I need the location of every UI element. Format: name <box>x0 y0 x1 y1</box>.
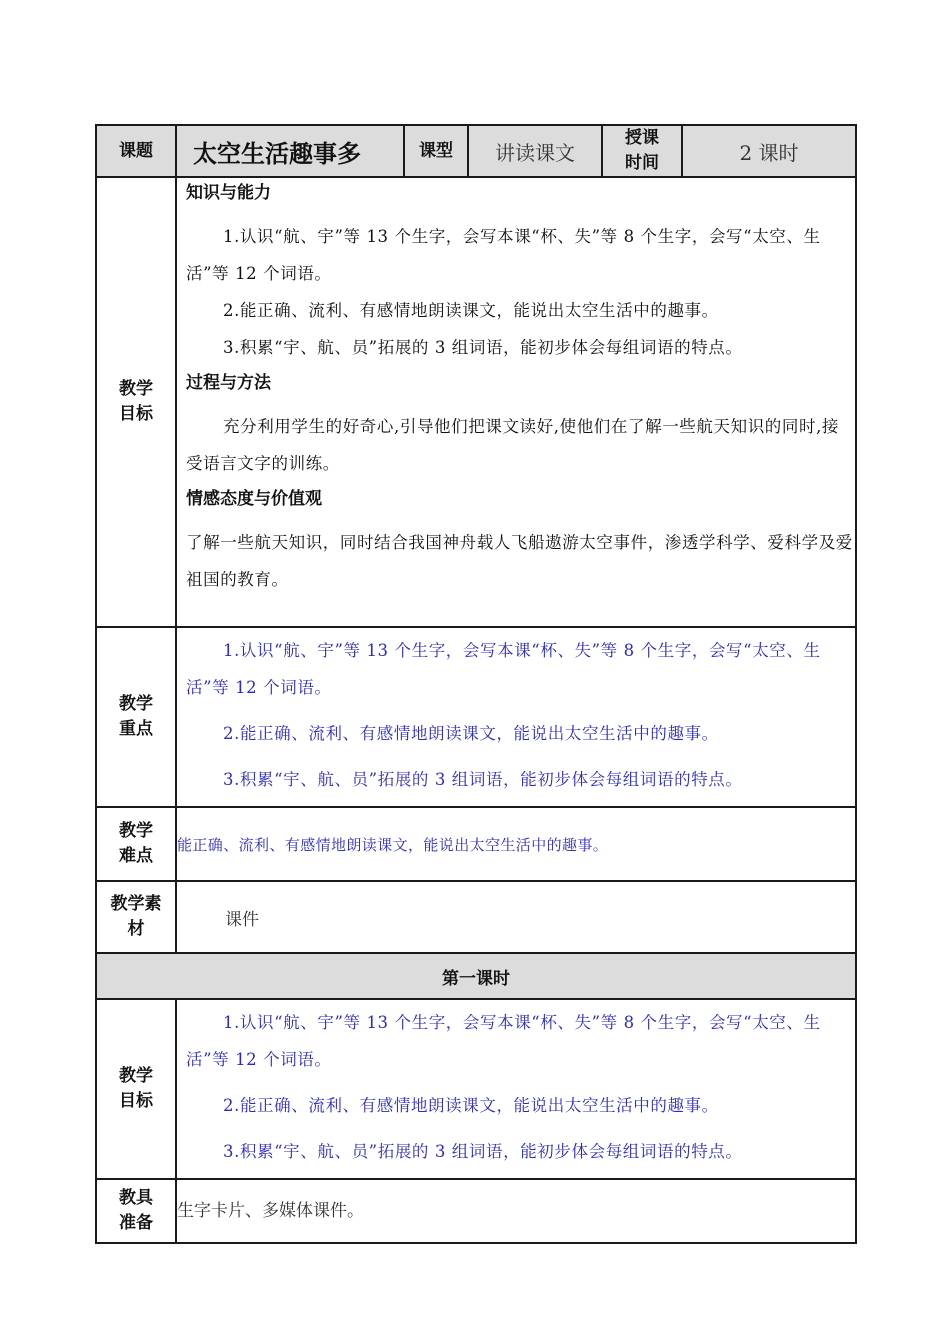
objectives-row <box>96 177 856 627</box>
materials-row <box>96 881 856 953</box>
difficulties-label: 教学难点 <box>96 807 176 881</box>
session-objectives-row <box>96 999 856 1179</box>
session-objectives-label: 教学目标 <box>96 999 176 1179</box>
key-points-content <box>176 627 856 807</box>
key-point-item: 1.认识“航、宇”等 13 个生字，会写本课“杯、失”等 8 个生字，会写“太空、生活”等 12 个词语。 <box>186 641 821 697</box>
topic-label: 课题 <box>96 125 176 177</box>
lesson-plan-table <box>95 124 857 1244</box>
emotion-text: 了解一些航天知识，同时结合我国神舟载人飞船遨游太空事件，渗透学科学、爱科学及爱祖国的教育。 <box>186 533 853 589</box>
key-point-item: 3.积累“宇、航、员”拓展的 3 组词语，能初步体会每组词语的特点。 <box>223 770 743 789</box>
section-process-title: 过程与方法 <box>186 373 271 393</box>
key-points-label: 教学重点 <box>96 627 176 807</box>
objective-item: 2.能正确、流利、有感情地朗读课文，能说出太空生活中的趣事。 <box>223 301 719 320</box>
key-point-item: 2.能正确、流利、有感情地朗读课文，能说出太空生活中的趣事。 <box>223 724 719 743</box>
section-emotion-title: 情感态度与价值观 <box>186 489 322 509</box>
session-objective-item: 2.能正确、流利、有感情地朗读课文，能说出太空生活中的趣事。 <box>223 1096 719 1115</box>
session-objectives-content <box>176 999 856 1179</box>
tools-row <box>96 1179 856 1243</box>
session-objective-item: 3.积累“宇、航、员”拓展的 3 组词语，能初步体会每组词语的特点。 <box>223 1142 743 1161</box>
type-value: 讲读课文 <box>468 125 602 177</box>
session-objective-item: 1.认识“航、宇”等 13 个生字，会写本课“杯、失”等 8 个生字，会写“太空、生活”等 12 个词语。 <box>186 1013 821 1069</box>
process-text: 充分利用学生的好奇心,引导他们把课文读好,使他们在了解一些航天知识的同时,接受语言文字的训练。 <box>186 417 840 473</box>
time-label: 授课时间 <box>602 125 682 177</box>
objectives-content <box>176 177 856 627</box>
objective-item: 3.积累“宇、航、员”拓展的 3 组词语，能初步体会每组词语的特点。 <box>223 338 743 357</box>
key-points-row <box>96 627 856 807</box>
tools-text: 生字卡片、多媒体课件。 <box>176 1179 856 1243</box>
section-knowledge-title: 知识与能力 <box>186 183 271 203</box>
objectives-label: 教学目标 <box>96 177 176 627</box>
difficulties-text: 能正确、流利、有感情地朗读课文，能说出太空生活中的趣事。 <box>176 807 856 881</box>
topic-value: 太空生活趣事多 <box>176 125 404 177</box>
session-title: 第一课时 <box>96 953 856 999</box>
difficulties-row <box>96 807 856 881</box>
time-value: 2 课时 <box>682 125 856 177</box>
objective-item: 1.认识“航、宇”等 13 个生字，会写本课“杯、失”等 8 个生字，会写“太空、生活”等 12 个词语。 <box>186 227 821 283</box>
session-row <box>96 953 856 999</box>
header-row <box>96 125 856 177</box>
type-label: 课型 <box>404 125 468 177</box>
materials-label: 教学素材 <box>96 881 176 953</box>
tools-label: 教具准备 <box>96 1179 176 1243</box>
materials-text: 课件 <box>176 881 856 953</box>
